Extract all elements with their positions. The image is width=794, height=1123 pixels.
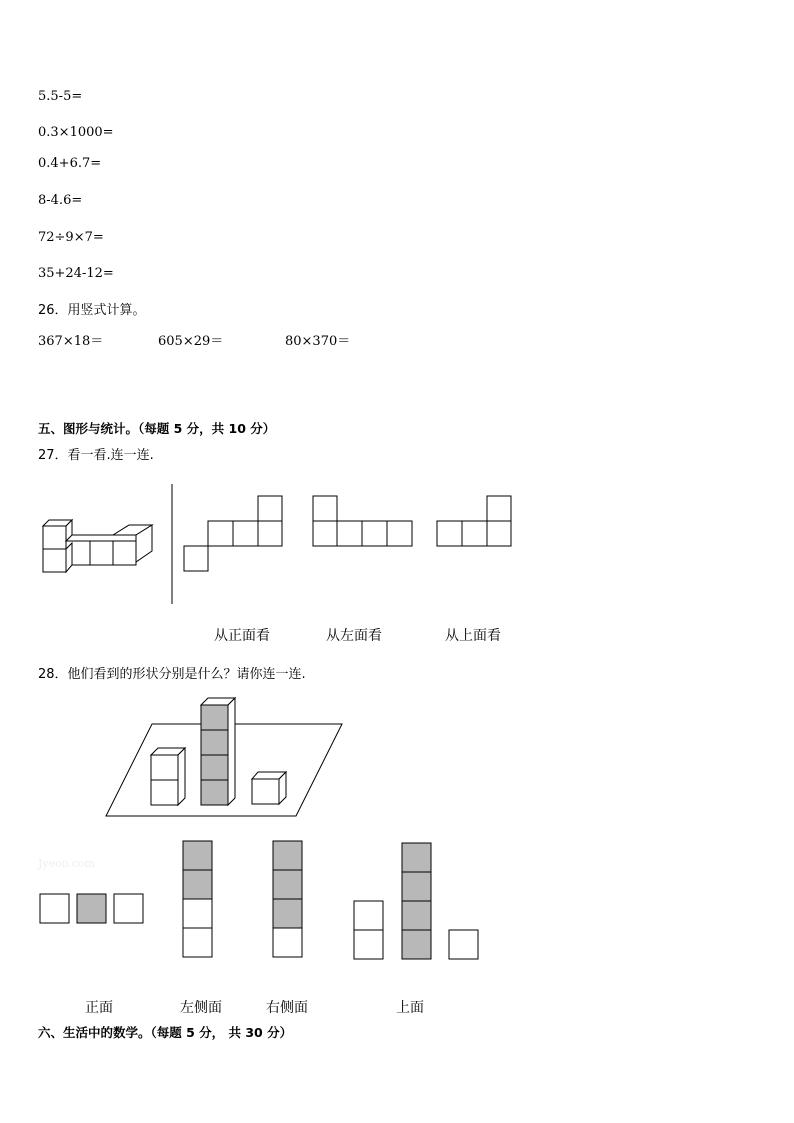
section5-title: 五、图形与统计。（每题 5 分，共 10 分） (38, 421, 276, 436)
q28-label-right-side: 右侧面 (266, 1000, 308, 1016)
q27-title: 27．看一看.连一连. (38, 448, 154, 463)
calc-item-4: 8-4.6= (38, 193, 83, 208)
calc-item-1: 5.5-5= (38, 89, 83, 104)
q28-option-row (40, 894, 143, 923)
section6-title: 六、生活中的数学。（每题 5 分， 共 30 分） (38, 1025, 293, 1040)
q27-label-front: 从正面看 (214, 628, 270, 644)
q28-title: 28．他们看到的形状分别是什么？请你连一连. (38, 667, 306, 682)
q28-single-cube (252, 772, 286, 804)
q27-label-top: 从上面看 (445, 628, 501, 644)
q28-option-group (354, 843, 478, 959)
calc-item-3: 0.4+6.7= (38, 156, 102, 171)
watermark: Jyeoo.com (38, 857, 95, 870)
q27-label-left: 从左面看 (326, 628, 382, 644)
q26-item-1: 367×18＝ (38, 334, 104, 349)
calc-item-5: 72÷9×7= (38, 230, 104, 245)
calc-item-2: 0.3×1000= (38, 125, 114, 140)
q28-option-col-1 (183, 841, 212, 957)
q26-item-2: 605×29＝ (158, 334, 224, 349)
calc-item-6: 35+24-12= (38, 266, 114, 281)
q26-title: 26．用竖式计算。 (38, 303, 146, 318)
q28-label-left-side: 左侧面 (180, 1000, 222, 1016)
q28-stack-tall (201, 698, 235, 805)
q26-item-3: 80×370＝ (285, 334, 351, 349)
q28-option-col-2 (273, 841, 302, 957)
q28-stack-left (151, 748, 185, 805)
q28-label-front: 正面 (85, 1000, 113, 1016)
q28-label-top: 上面 (396, 1000, 424, 1016)
